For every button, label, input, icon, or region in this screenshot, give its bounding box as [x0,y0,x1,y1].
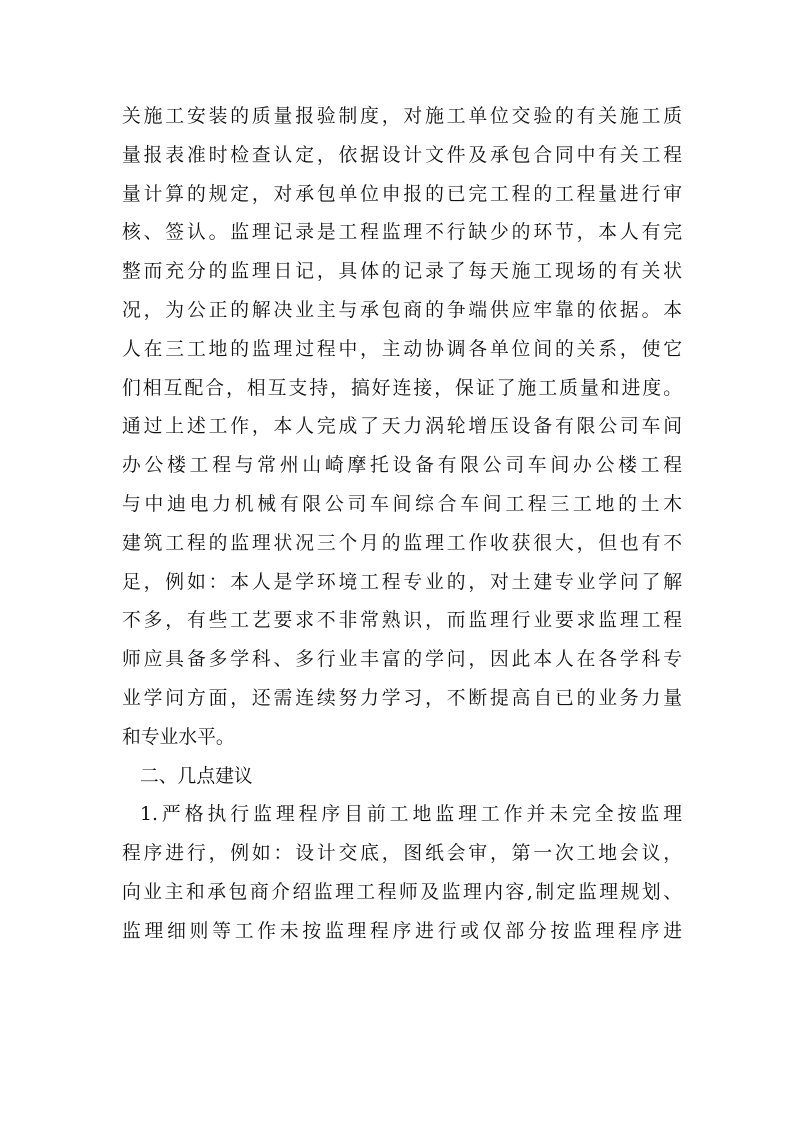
text-line: 程序进行，例如：设计交底，图纸会审，第一次工地会议， [122,843,682,865]
text-line: 和专业水平。 [122,726,235,748]
text-line: 向业主和承包商介绍监理工程师及监理内容,制定监理规划、 [122,881,682,903]
text-line: 们相互配合，相互支持，搞好连接，保证了施工质量和进度。 [122,377,682,399]
text-line: 核、签认。监理记录是工程监理不行缺少的环节，本人有完 [122,222,682,244]
text-line: 不多，有些工艺要求不非常熟识，而监理行业要求监理工程 [122,610,682,632]
text-line: 通过上述工作，本人完成了天力涡轮增压设备有限公司车间 [122,416,682,438]
text-line: 况，为公正的解决业主与承包商的争端供应牢靠的依据。本 [122,299,682,321]
text-line: 监理细则等工作未按监理程序进行或仅部分按监理程序进 [122,920,682,942]
body-text [122,98,682,952]
paragraph-suggestion-1 [122,796,682,951]
paragraph-experience [122,98,682,758]
text-line: 整而充分的监理日记，具体的记录了每天施工现场的有关状 [122,261,682,283]
text-line: 关施工安装的质量报验制度，对施工单位交验的有关施工质 [122,106,682,127]
text-line: 量计算的规定，对承包单位申报的已完工程的工程量进行审 [122,183,682,205]
text-line: 建筑工程的监理状况三个月的监理工作收获很大，但也有不 [122,532,682,554]
text-line: 业学问方面，还需连续努力学习，不断提高自已的业务力量 [122,687,682,709]
text-line: 足，例如：本人是学环境工程专业的，对土建专业学问了解 [122,571,682,593]
section-heading: 二、几点建议 [140,765,253,787]
text-line: 办公楼工程与常州山崎摩托设备有限公司车间办公楼工程 [122,455,682,477]
text-line: 人在三工地的监理过程中，主动协调各单位间的关系，使它 [122,338,682,360]
text-line: 师应具备多学科、多行业丰富的学问，因此本人在各学科专 [122,649,682,671]
text-line: 与中迪电力机械有限公司车间综合车间工程三工地的土木 [122,493,682,515]
text-line: 1.严格执行监理程序目前工地监理工作并未完全按监理 [140,804,682,826]
text-line: 量报表准时检查认定，依据设计文件及承包合同中有关工程 [122,144,682,166]
